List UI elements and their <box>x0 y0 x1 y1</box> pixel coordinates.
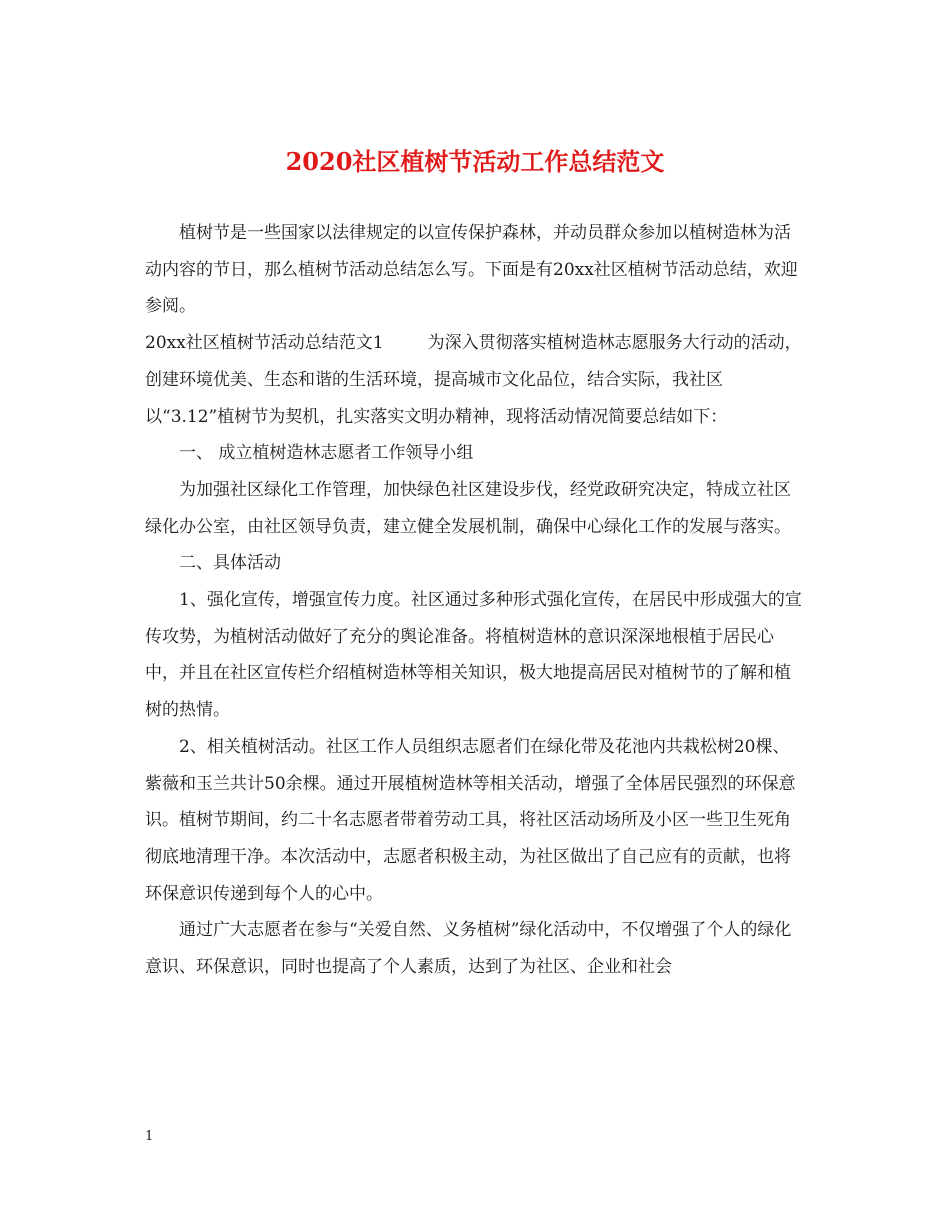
paragraph-publicity: 1、强化宣传，增强宣传力度。社区通过多种形式强化宣传，在居民中形成强大的宣传攻势，为植树活动做好了充分的舆论准备。将植树造林的意识深深地根植于居民心中，并且在社区宣传栏介绍植树造林等相关知识，极大地提高居民对植树节的了解和植树的热情。 <box>145 590 802 721</box>
intro-paragraph: 植树节是一些国家以法律规定的以宣传保护森林，并动员群众参加以植树造林为活动内容的节日，那么植树节活动总结怎么写。下面是有20xx社区植树节活动总结，欢迎参阅。 <box>145 223 798 317</box>
subtitle-paragraph <box>145 325 805 435</box>
document-title: 2020社区植树节活动工作总结范文 <box>285 147 665 176</box>
document-body <box>145 215 805 986</box>
section-subtitle: 20xx社区植树节活动总结范文1 <box>145 333 384 354</box>
paragraph-leadership-group: 为加强社区绿化工作管理，加快绿色社区建设步伐，经党政研究决定，特成立社区绿化办公室，由社区领导负责，建立健全发展机制，确保中心绿化工作的发展与落实。 <box>145 479 791 537</box>
opening-text: 为深入贯彻落实植树造林志愿服务大行动的活动，创建环境优美、生态和谐的生活环境，提高城市文化品位，结合实际，我社区以“3.12”植树节为契机，扎实落实文明办精神，现将活动情况简要总结如下： <box>145 333 802 427</box>
heading-one: 一、 成立植树造林志愿者工作领导小组 <box>179 443 474 464</box>
page-number: 1 <box>145 1129 154 1144</box>
paragraph-volunteers: 通过广大志愿者在参与“关爱自然、义务植树”绿化活动中，不仅增强了个人的绿化意识、环保意识，同时也提高了个人素质，达到了为社区、企业和社会 <box>145 920 792 978</box>
paragraph-planting: 2、相关植树活动。社区工作人员组织志愿者们在绿化带及花池内共栽松树20棵、紫薇和玉兰共计50余棵。通过开展植树造林等相关活动，增强了全体居民强烈的环保意识。植树节期间，约二十名志愿者带着劳动工具，将社区活动场所及小区一些卫生死角彻底地清理干净。本次活动中，志愿者积极主动，为社区做出了自己应有的贡献，也将环保意识传递到每个人的心中。 <box>145 736 796 904</box>
heading-two: 二、具体活动 <box>179 553 281 574</box>
